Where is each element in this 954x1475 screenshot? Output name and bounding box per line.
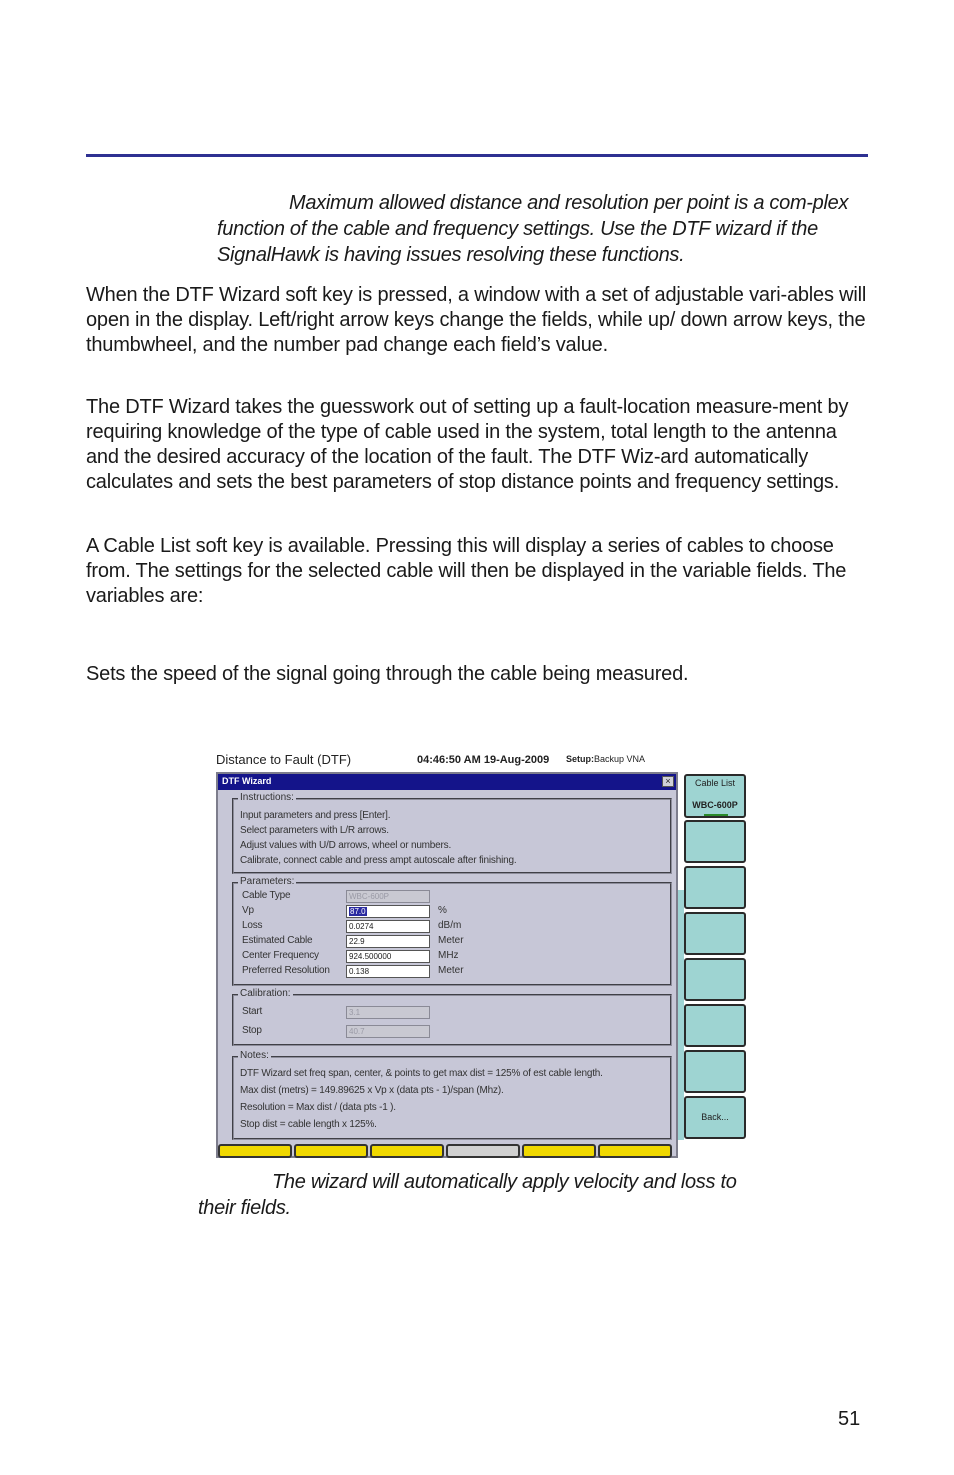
back-label: Back... (701, 1112, 729, 1122)
softkey-4[interactable] (684, 912, 746, 955)
vp-unit: % (438, 905, 447, 916)
screen-title: Distance to Fault (DTF) (216, 752, 352, 767)
parameters-title: Parameters: (240, 876, 295, 887)
preferred-resolution-field[interactable]: 0.138 (346, 965, 430, 978)
setup-label: Setup: (566, 754, 594, 764)
notes-line: Resolution = Max dist / (data pts -1 ). (240, 1102, 396, 1113)
instruction-line: Adjust values with U/D arrows, wheel or numbers. (240, 840, 452, 851)
estimated-cable-unit: Meter (438, 935, 464, 946)
close-icon[interactable]: × (662, 776, 674, 787)
window-title: DTF Wizard (222, 776, 272, 786)
paragraph-cable-list: A Cable List soft key is available. Pressing this will display a series of cables to choose from. The settings for the selected cable will then be displayed in the variable fields. The variables are: (86, 535, 847, 607)
parameters-group (232, 876, 672, 986)
preferred-resolution-unit: Meter (438, 965, 464, 976)
calibration-label-stop: Stop (242, 1025, 262, 1036)
caption-text: The wizard will automatically apply velocity and loss to their fields. (198, 1171, 737, 1219)
notes-title: Notes: (240, 1050, 269, 1061)
paragraph-dtf-wizard-key: When the DTF Wizard soft key is pressed, a window with a set of adjustable vari-ables will open in the display. Left/right arrow keys change the fields, while up/ down arrow keys, the thumbwheel, and the number pad change each field’s value. (86, 284, 867, 356)
screen-timestamp: 04:46:50 AM 19-Aug-2009 (417, 754, 550, 766)
param-label-estimated-cable: Estimated Cable (242, 935, 313, 946)
paragraph-dtf-wizard-description: The DTF Wizard takes the guesswork out of setting up a fault-location measure-ment by requiring knowledge of the type of cable used in the system, total length to the antenna and the desired accuracy of the location of the fault. The DTF Wiz-ard automatically calculates and sets the best parameters of stop distance points and frequency settings. (86, 396, 849, 493)
calibration-stop-field[interactable]: 40.7 (346, 1025, 430, 1038)
bottom-tab[interactable] (598, 1144, 672, 1158)
bottom-tab[interactable] (294, 1144, 368, 1158)
param-label-center-frequency: Center Frequency (242, 950, 319, 961)
vp-value: 87.0 (350, 907, 366, 916)
param-label-preferred-resolution: Preferred Resolution (242, 965, 330, 976)
instructions-title: Instructions: (240, 792, 294, 803)
cable-list-softkey[interactable] (684, 774, 746, 818)
notes-line: Max dist (metrs) = 149.89625 x Vp x (data pts - 1)/span (Mhz). (240, 1085, 504, 1096)
param-label-loss: Loss (242, 920, 263, 931)
softkey-6[interactable] (684, 1004, 746, 1047)
center-frequency-field[interactable]: 924.500000 (346, 950, 430, 963)
calibration-group (232, 988, 672, 1046)
calibration-title: Calibration: (240, 988, 291, 999)
softkey-2[interactable] (684, 820, 746, 863)
setup-value: Backup VNA (594, 754, 646, 764)
center-frequency-unit: MHz (438, 950, 459, 961)
cable-list-value: WBC-600P (692, 800, 738, 810)
notes-group (232, 1050, 672, 1140)
window-titlebar (218, 774, 676, 790)
page-number: 51 (838, 1408, 861, 1430)
calibration-label-start: Start (242, 1006, 263, 1017)
softkey-7[interactable] (684, 1050, 746, 1093)
back-softkey[interactable] (684, 1096, 746, 1139)
bottom-tab[interactable] (522, 1144, 596, 1158)
bottom-tab[interactable] (446, 1144, 520, 1158)
note-block (217, 190, 869, 268)
paragraph-vp: Sets the speed of the signal going through the cable being measured. (86, 663, 689, 685)
instructions-group (232, 792, 672, 874)
vp-field[interactable] (346, 905, 430, 918)
instruction-line: Calibrate, connect cable and press ampt autoscale after finishing. (240, 855, 517, 866)
softkey-5[interactable] (684, 958, 746, 1001)
param-label-vp: Vp (242, 905, 254, 916)
loss-field[interactable]: 0.0274 (346, 920, 430, 933)
header-rule (86, 154, 868, 157)
bottom-tab[interactable] (370, 1144, 444, 1158)
calibration-start-field[interactable]: 3.1 (346, 1006, 430, 1019)
cable-type-field[interactable]: WBC-600P (346, 890, 430, 903)
cable-list-label: Cable List (694, 778, 736, 788)
screen-setup (566, 754, 645, 764)
instruction-line: Input parameters and press [Enter]. (240, 810, 391, 821)
notes-line: DTF Wizard set freq span, center, & points to get max dist = 125% of est cable length. (240, 1068, 603, 1079)
dtf-wizard-window (216, 772, 678, 1158)
instruction-line: Select parameters with L/R arrows. (240, 825, 389, 836)
param-label-cable-type: Cable Type (242, 890, 291, 901)
dtf-wizard-screenshot (214, 750, 750, 1165)
cable-list-indicator (704, 814, 728, 816)
figure-caption (198, 1169, 778, 1221)
bottom-tab[interactable] (218, 1144, 292, 1158)
note-text: Maximum allowed distance and resolution per point is a com-plex function of the cable and frequency settings. Use the DTF wizard if the SignalHawk is having issues resolving these functions. (217, 192, 849, 266)
notes-line: Stop dist = cable length x 125%. (240, 1119, 377, 1130)
softkey-3[interactable] (684, 866, 746, 909)
bottom-tab-bar (216, 1144, 678, 1158)
estimated-cable-field[interactable]: 22.9 (346, 935, 430, 948)
loss-unit: dB/m (438, 920, 462, 931)
